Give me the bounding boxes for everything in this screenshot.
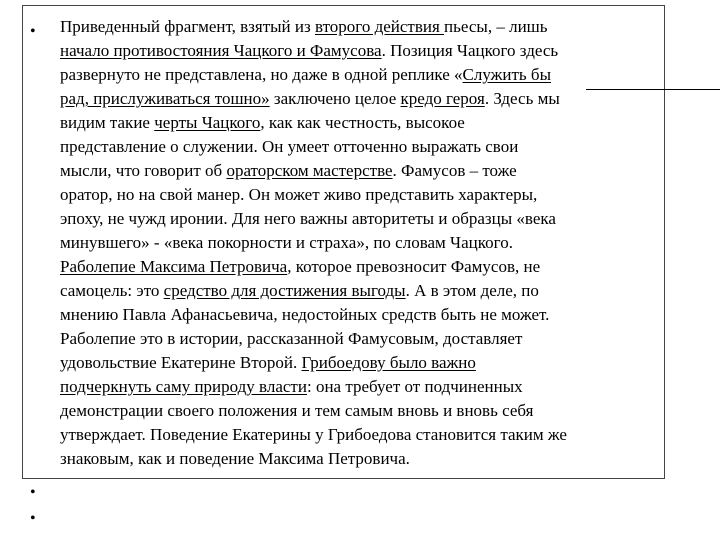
paragraph-line <box>60 39 660 63</box>
paragraph-line <box>60 111 660 135</box>
text-run: представление о служении. Он умеет отточенно выражать свои <box>60 137 519 156</box>
text-run: , как как честность, высокое <box>260 113 465 132</box>
text-run: . Позиция Чацкого здесь <box>381 41 559 60</box>
underlined-phrase: Грибоедову было важно <box>301 353 476 372</box>
paragraph-line <box>60 375 660 399</box>
bullet-2: • <box>30 484 36 501</box>
underlined-phrase: Служить бы <box>462 65 551 84</box>
text-run: демонстрации своего положения и тем самым вновь и вновь себя <box>60 401 534 420</box>
paragraph-line <box>60 279 660 303</box>
paragraph-line <box>60 351 660 375</box>
text-run: видим такие <box>60 113 155 132</box>
text-run: мысли, что говорит об <box>60 161 227 180</box>
text-run: эпоху, не чужд иронии. Для него важны авторитеты и образцы «века <box>60 209 556 228</box>
text-run: самоцель: это <box>60 281 164 300</box>
text-run: , которое превозносит Фамусов, не <box>287 257 541 276</box>
text-run: удовольствие Екатерине Второй. <box>60 353 302 372</box>
paragraph-line <box>60 303 660 327</box>
text-run: : она требует от подчиненных <box>306 377 523 396</box>
text-run: минувшего» - «века покорности и страха», по словам Чацкого. <box>60 233 513 252</box>
underlined-phrase: рад, прислуживаться тошно» <box>60 89 270 108</box>
text-run: мнению Павла Афанасьевича, недостойных средств быть не может. <box>60 305 550 324</box>
paragraph-line <box>60 399 660 423</box>
bullet-1: • <box>30 23 36 40</box>
text-run: Приведенный фрагмент, взятый из <box>60 17 315 36</box>
text-run: заключено целое <box>269 89 401 108</box>
underlined-phrase: черты Чацкого <box>154 113 261 132</box>
text-run: . Фамусов – тоже <box>392 161 517 180</box>
underlined-phrase: Раболепие Максима Петровича <box>60 257 288 276</box>
paragraph-line <box>60 15 660 39</box>
paragraph-line <box>60 255 660 279</box>
underlined-phrase: начало противостояния Чацкого и Фамусова <box>60 41 382 60</box>
underlined-phrase: кредо героя <box>400 89 485 108</box>
paragraph-line <box>60 231 660 255</box>
text-run: пьесы, – лишь <box>444 17 548 36</box>
paragraph-line <box>60 183 660 207</box>
paragraph <box>60 15 660 471</box>
paragraph-line <box>60 63 660 87</box>
pointer-line <box>586 89 720 90</box>
paragraph-line <box>60 327 660 351</box>
text-run: утверждает. Поведение Екатерины у Грибоедова становится таким же <box>60 425 567 444</box>
paragraph-line <box>60 159 660 183</box>
paragraph-line <box>60 135 660 159</box>
paragraph-line <box>60 447 660 471</box>
paragraph-line <box>60 423 660 447</box>
paragraph-line <box>60 207 660 231</box>
text-run: . А в этом деле, по <box>405 281 539 300</box>
text-run: знаковым, как и поведение Максима Петровича. <box>60 449 410 468</box>
underlined-phrase: средство для достижения выгоды <box>163 281 406 300</box>
bullet-3: • <box>30 510 36 527</box>
underlined-phrase: второго действия <box>314 17 445 36</box>
underlined-phrase: подчеркнуть саму природу власти <box>60 377 307 396</box>
text-run: Раболепие это в истории, рассказанной Фамусовым, доставляет <box>60 329 523 348</box>
paragraph-line <box>60 87 660 111</box>
text-run: оратор, но на свой манер. Он может живо представить характеры, <box>60 185 538 204</box>
text-run: развернуто не представлена, но даже в одной реплике « <box>60 65 463 84</box>
underlined-phrase: ораторском мастерстве <box>226 161 393 180</box>
text-run: . Здесь мы <box>484 89 560 108</box>
